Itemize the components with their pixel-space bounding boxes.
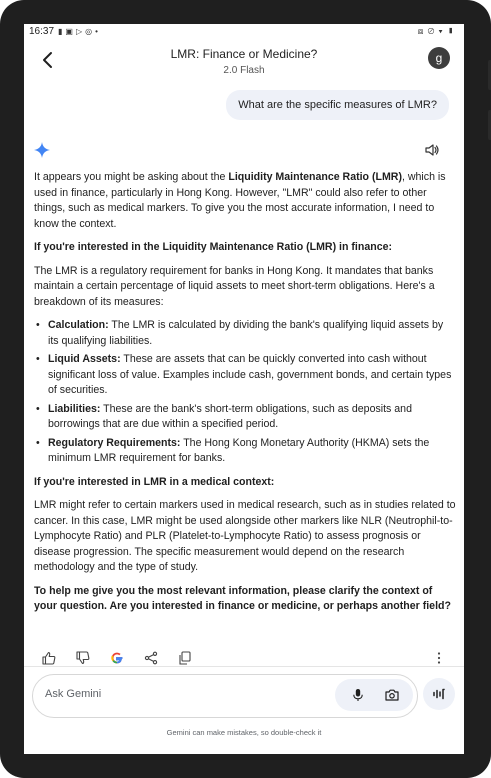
response-actions	[42, 651, 442, 667]
dot-icon: •	[95, 27, 101, 36]
read-aloud-speaker-icon[interactable]	[425, 143, 439, 157]
app-icon: ▣	[65, 27, 76, 36]
response-intro: It appears you might be asking about the Liquidity Maintenance Ratio (LMR), which is used in finance, particularly in Hong Kong. However, "LMR" could also refer to other things, such as medical markers. To give you the most accurate information, I need to know the context.	[34, 171, 446, 230]
status-bar	[24, 24, 464, 42]
sim-icon: ▮	[58, 27, 66, 36]
input-tools	[335, 679, 413, 711]
gemini-response	[34, 170, 456, 623]
status-right-icons	[418, 26, 458, 37]
user-message-bubble: What are the specific measures of LMR?	[226, 90, 449, 120]
prompt-input-placeholder[interactable]: Ask Gemini	[45, 688, 102, 700]
lmr-term: Liquidity Maintenance Ratio (LMR)	[228, 171, 402, 183]
audio-waveform-icon	[432, 687, 446, 701]
status-left-icons	[58, 27, 101, 36]
finance-heading: If you're interested in the Liquidity Maintenance Ratio (LMR) in finance:	[34, 241, 393, 253]
list-item: • Liabilities: These are the bank's short-term obligations, such as deposits and borrowings that are due within a specified period.	[34, 402, 456, 433]
medical-body: LMR might refer to certain markers used in medical research, such as in studies related to cancer. In this case, LMR might be used alongside other markers like NLR (Neutrophil-to-Lymphocyte Ratio) and PLR (Platelet-to-Lymphocyte Ratio) to assess prognosis or disease progression. The specific measurement would depend on the research methodology and the type of study.	[34, 499, 456, 573]
thumbs-up-icon[interactable]	[42, 651, 56, 665]
battery-icon: ▮	[446, 26, 458, 36]
copy-icon[interactable]	[178, 651, 192, 665]
live-mode-button[interactable]	[423, 678, 455, 710]
list-item: • Calculation: The LMR is calculated by dividing the bank's qualifying liquid assets by its qualifying liabilities.	[34, 318, 456, 349]
mute-icon: ⊘	[427, 26, 439, 36]
disclaimer-text: Gemini can make mistakes, so double-check it	[166, 728, 322, 737]
wifi-icon: ▾	[438, 26, 447, 36]
play-icon: ▷	[75, 27, 86, 36]
medical-heading: If you're interested in LMR in a medical context:	[34, 475, 275, 488]
more-options-icon[interactable]	[432, 651, 446, 665]
finance-body: The LMR is a regulatory requirement for banks in Hong Kong. It mandates that banks maintain a certain percentage of liquid assets to meet short-term obligations. Here's a breakdown of its measures:	[34, 264, 435, 308]
google-icon[interactable]	[110, 651, 124, 665]
closing-question: To help me give you the most relevant information, please clarify the context of your question. Are you interested in finance or medicine, or perhaps another field?	[34, 584, 451, 612]
avatar[interactable]: g	[428, 47, 450, 69]
location-icon: ◎	[85, 27, 96, 36]
prompt-input[interactable]	[32, 674, 418, 718]
share-icon[interactable]	[144, 651, 158, 665]
divider	[24, 666, 464, 667]
conversation-title: LMR: Finance or Medicine?	[170, 47, 318, 61]
finance-measures-list	[34, 318, 456, 467]
thumbs-down-icon[interactable]	[76, 651, 90, 665]
gemini-sparkle-icon	[34, 142, 50, 158]
screen	[24, 24, 464, 754]
vibrate-icon: ⧈	[417, 26, 428, 36]
list-item: • Regulatory Requirements: The Hong Kong Monetary Authority (HKMA) sets the minimum LMR requirement for banks.	[34, 436, 456, 467]
list-item: • Liquid Assets: These are assets that can be quickly converted into cash without significant loss of value. Examples include cash, government bonds, and certain types of securities.	[34, 352, 456, 399]
microphone-icon[interactable]	[351, 688, 365, 702]
status-time: 16:37	[29, 26, 55, 37]
top-app-bar	[24, 42, 464, 92]
camera-icon[interactable]	[385, 688, 399, 702]
model-name[interactable]: 2.0 Flash	[223, 65, 265, 76]
